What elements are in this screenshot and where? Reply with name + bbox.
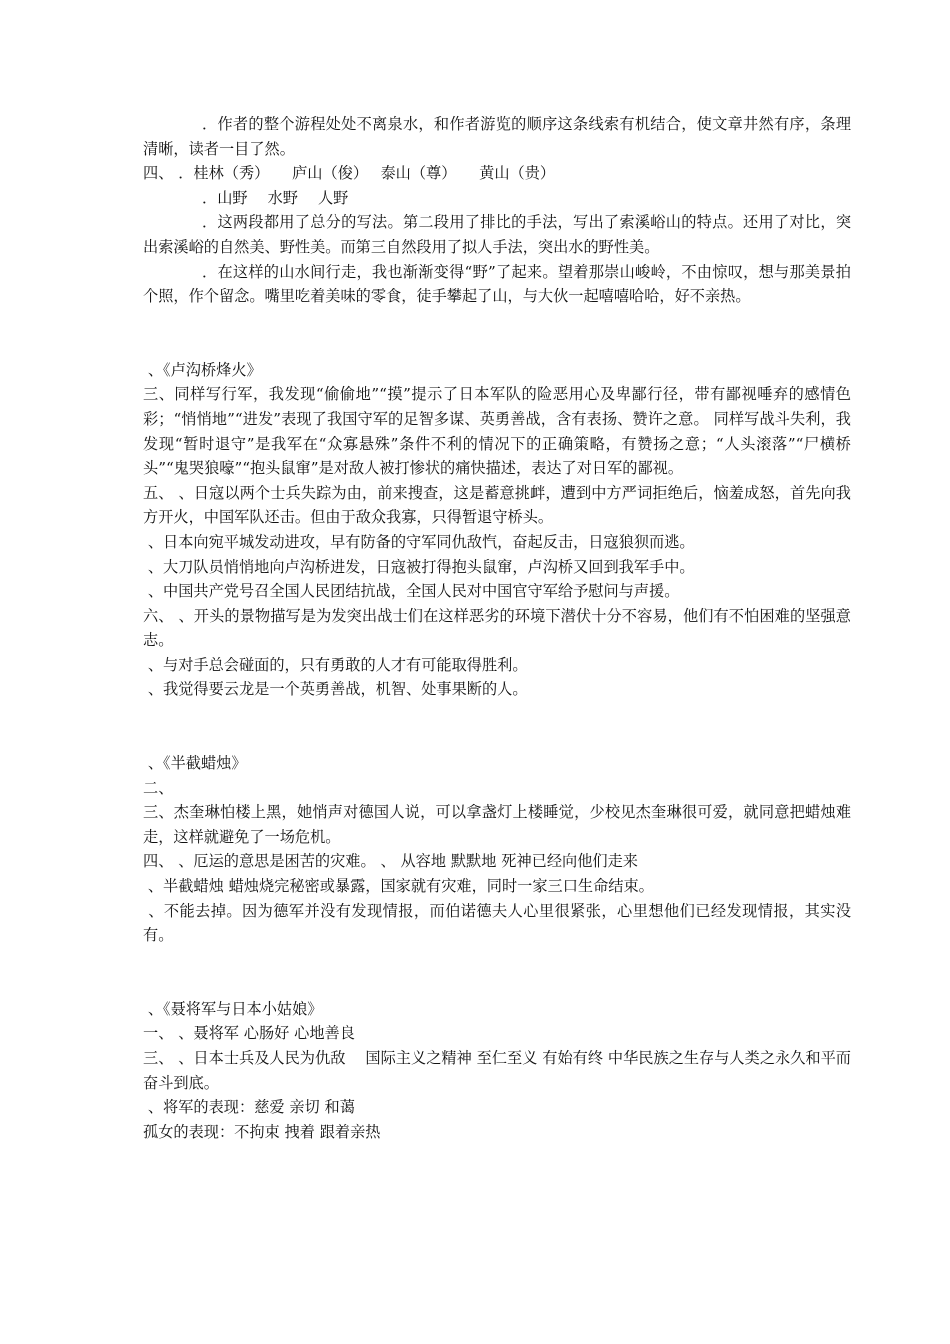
paragraph: 、半截蜡烛 蜡烛烧完秘密或暴露，国家就有灾难，同时一家三口生命结束。 — [143, 877, 654, 896]
spacer — [143, 702, 851, 751]
paragraph: 、中国共产党号召全国人民团结抗战，全国人民对中国官守军给予慰问与声援。 — [143, 582, 680, 601]
paragraph: 三、杰奎琳怕楼上黑，她悄声对德国人说，可以拿盏灯上楼睡觉，少校见杰奎琳很可爱，就同意把蜡烛难走，这样就避免了一场危机。 — [143, 803, 851, 846]
spacer — [143, 948, 851, 997]
paragraph: 、大刀队员悄悄地向卢沟桥进发，日寇被打得抱头鼠窜，卢沟桥又回到我军手中。 — [143, 557, 695, 576]
spacer — [143, 309, 851, 358]
paragraph: 、我觉得要云龙是一个英勇善战，机智、处事果断的人。 — [143, 680, 528, 699]
document-page — [143, 112, 851, 1144]
paragraph: 三、同样写行军，我发现“偷偷地”“摸”提示了日本军队的险恶用心及卑鄙行径，带有鄙视唾弃的感情色彩；“悄悄地”“进发”表现了我国守军的足智多谋、英勇善战，含有表扬、赞许之意。 同样写战斗失利，我发现“暂时退守”是我军在“众寡悬殊”条件不利的情况下的正确策略，有赞扬之意；“人头滚落”“尸横桥头”“鬼哭狼嚎”“抱头鼠窜”是对敌人被打惨状的痛快描述，表达了对日军的鄙视。 — [143, 385, 851, 478]
paragraph: ．这两段都用了总分的写法。第二段用了排比的手法，写出了索溪峪山的特点。还用了对比，突出索溪峪的自然美、野性美。而第三自然段用了拟人手法，突出水的野性美。 — [143, 213, 851, 256]
paragraph: 、将军的表现：慈爱 亲切 和蔼 — [143, 1098, 355, 1117]
paragraph: ．在这样的山水间行走，我也渐渐变得“野”了起来。望着那崇山峻岭，不由惊叹，想与那美景拍个照，作个留念。嘴里吃着美味的零食，徒手攀起了山，与大伙一起嘻嘻哈哈，好不亲热。 — [143, 262, 851, 306]
section-title: 、《半截蜡烛》 — [143, 754, 247, 773]
paragraph: 、日本向宛平城发动进攻，早有防备的守军同仇敌忾，奋起反击，日寇狼狈而逃。 — [143, 532, 695, 551]
paragraph: 二、 — [143, 778, 174, 797]
paragraph: ．作者的整个游程处处不离泉水，和作者游览的顺序这条线索有机结合，使文章井然有序，条理清晰，读者一目了然。 — [143, 115, 851, 158]
paragraph: 孤女的表现：不拘束 拽着 跟着亲热 — [143, 1122, 381, 1141]
paragraph: 一、 、聂将军 心肠好 心地善良 — [143, 1024, 355, 1043]
paragraph: 六、 、开头的景物描写是为发突出战士们在这样恶劣的环境下潜伏十分不容易，他们有不怕困难的坚强意志。 — [143, 606, 851, 650]
section-title: 、《卢沟桥烽火》 — [143, 360, 262, 379]
paragraph: ．山野 水野 人野 — [202, 188, 349, 207]
paragraph: 四、 ．桂林（秀） 庐山（俊） 泰山（尊） 黄山（贵） — [143, 164, 556, 183]
section-title: 、《聂将军与日本小姑娘》 — [143, 999, 323, 1018]
paragraph: 四、 、厄运的意思是困苦的灾难。 、 从容地 默默地 死神已经向他们走来 — [143, 852, 638, 871]
paragraph: 五、 、日寇以两个士兵失踪为由，前来搜查，这是蓄意挑衅，遭到中方严词拒绝后，恼羞成怒，首先向我方开火，中国军队还击。但由于敌众我寡，只得暂退守桥头。 — [143, 483, 851, 527]
paragraph: 三、 、日本士兵及人民为仇敌 国际主义之精神 至仁至义 有始有终 中华民族之生存与人类之永久和平而奋斗到底。 — [143, 1049, 851, 1092]
paragraph: 、与对手总会碰面的，只有勇敢的人才有可能取得胜利。 — [143, 655, 528, 674]
paragraph: 、不能去掉。因为德军并没有发现情报，而伯诺德夫人心里很紧张，心里想他们已经发现情报，其实没有。 — [143, 901, 852, 945]
